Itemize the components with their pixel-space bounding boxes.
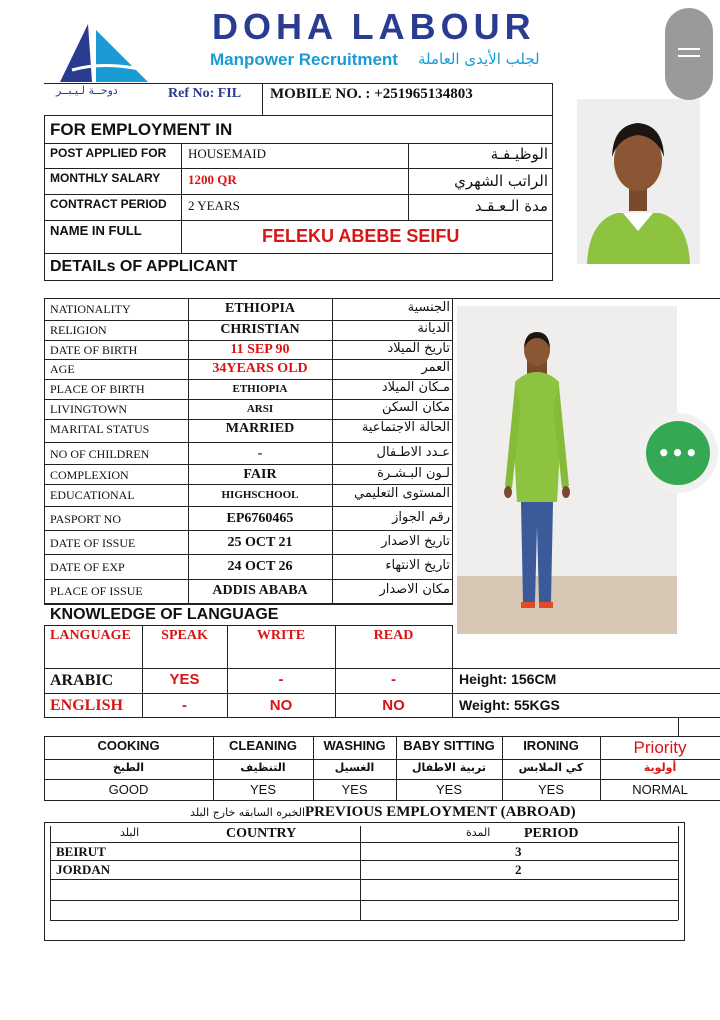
more-options-fab[interactable] xyxy=(646,421,710,485)
logo-arabic-text: دوحــة لـيـبــر xyxy=(56,84,118,97)
previous-period-1: 3 xyxy=(515,844,522,859)
detail-value: 34YEARS OLD xyxy=(212,361,308,376)
full-name-value: FELEKU ABEBE SEIFU xyxy=(262,226,460,246)
hamburger-icon xyxy=(678,48,700,50)
detail-value: - xyxy=(257,446,263,461)
skill-value: GOOD xyxy=(108,782,149,797)
detail-label-ar: الحالة الاجتماعية xyxy=(361,420,450,435)
detail-label-ar: الجنسية xyxy=(407,300,450,315)
lang-english-write: NO xyxy=(269,697,293,714)
skill-header-ar: تربية الاطفال xyxy=(411,761,486,774)
detail-label: RELIGION xyxy=(50,323,107,337)
detail-label-ar: تاريخ الانتهاء xyxy=(385,558,450,573)
detail-label-ar: العمر xyxy=(421,360,450,375)
detail-label: PLACE OF BIRTH xyxy=(50,382,145,396)
previous-period-2: 2 xyxy=(515,862,522,877)
applicant-portrait-photo xyxy=(577,99,700,264)
salary-value: 1200 QR xyxy=(188,172,237,187)
detail-value: ARSI xyxy=(246,403,274,415)
skill-value: NORMAL xyxy=(632,782,688,797)
mobile-number: MOBILE NO. : +251965134803 xyxy=(270,86,473,102)
period-header-ar: المدة xyxy=(466,826,491,839)
country-header-ar: البلد xyxy=(120,826,140,839)
lang-english-speak: - xyxy=(182,697,187,714)
detail-label-ar: لـون البـشـرة xyxy=(377,466,450,481)
post-label: POST APPLIED FOR xyxy=(50,146,167,160)
skill-value: YES xyxy=(435,782,462,797)
skill-header-ar: التنظيف xyxy=(240,761,286,774)
more-dots-icon: ••• xyxy=(657,441,699,465)
skill-header: Priority xyxy=(633,738,687,757)
detail-label: DATE OF EXP xyxy=(50,560,125,574)
detail-value: HIGHSCHOOL xyxy=(221,489,299,501)
lang-arabic-speak: YES xyxy=(169,671,200,688)
skill-value: YES xyxy=(537,782,564,797)
detail-label-ar: رقم الجواز xyxy=(392,510,450,525)
skill-header-ar: أولوية xyxy=(643,761,677,774)
detail-label: AGE xyxy=(50,362,75,376)
lang-english-read: NO xyxy=(382,697,405,714)
lang-english-name: ENGLISH xyxy=(50,697,123,714)
detail-value: CHRISTIAN xyxy=(220,322,300,337)
detail-value: MARRIED xyxy=(225,421,295,436)
detail-label: EDUCATIONAL xyxy=(50,488,135,502)
contract-value: 2 YEARS xyxy=(188,198,240,213)
detail-label: NO OF CHILDREN xyxy=(50,447,150,461)
previous-country-1: BEIRUT xyxy=(56,844,106,859)
detail-label-ar: مـكان الميلاد xyxy=(381,380,450,395)
detail-label: DATE OF BIRTH xyxy=(50,343,138,357)
name-label: NAME IN FULL xyxy=(50,223,142,238)
details-heading: DETAILs OF APPLICANT xyxy=(50,258,238,275)
detail-label: COMPLEXION xyxy=(50,468,129,482)
detail-label: PASPORT NO xyxy=(50,512,121,526)
skill-header-ar: الغسيل xyxy=(334,761,375,774)
applicant-full-body-photo xyxy=(457,306,677,634)
detail-value: 24 OCT 26 xyxy=(227,559,293,574)
previous-title-ar: الخبره السابقه خارج البلد xyxy=(190,806,305,819)
ref-number: Ref No: FIL xyxy=(168,86,242,101)
salary-label: MONTHLY SALARY xyxy=(50,171,161,185)
employment-heading: FOR EMPLOYMENT IN xyxy=(50,120,233,139)
detail-label-ar: تاريخ الميلاد xyxy=(387,341,450,356)
lang-header-speak: SPEAK xyxy=(161,628,208,643)
skill-value: YES xyxy=(249,782,276,797)
company-subtitle-ar: لجلب الأيدى العاملة xyxy=(418,50,540,68)
detail-value: ETHIOPIA xyxy=(224,301,295,316)
detail-label-ar: عـدد الاطـفال xyxy=(376,445,450,460)
lang-header-write: WRITE xyxy=(256,628,306,643)
company-subtitle-en: Manpower Recruitment xyxy=(210,50,398,69)
detail-label: MARITAL STATUS xyxy=(50,422,150,436)
previous-title-en: PREVIOUS EMPLOYMENT (ABROAD) xyxy=(305,804,576,820)
detail-label-ar: مكان الاصدار xyxy=(379,582,450,597)
weight-value: Weight: 55KGS xyxy=(459,697,560,713)
lang-header-read: READ xyxy=(373,628,414,643)
post-label-ar: الوظيـفـة xyxy=(490,145,548,163)
lang-arabic-read: - xyxy=(391,671,396,688)
skill-header: IRONING xyxy=(523,738,579,753)
detail-value: 11 SEP 90 xyxy=(230,342,290,357)
company-logo xyxy=(52,20,162,88)
detail-value: 25 OCT 21 xyxy=(227,535,293,550)
company-name: DOHA LABOUR xyxy=(212,6,536,47)
skill-header-ar: كي الملابس xyxy=(518,761,584,774)
height-value: Height: 156CM xyxy=(459,671,557,687)
country-header: COUNTRY xyxy=(226,826,297,841)
lang-arabic-write: - xyxy=(278,671,284,688)
detail-value: ADDIS ABABA xyxy=(212,583,308,598)
detail-label: PLACE OF ISSUE xyxy=(50,584,143,598)
skill-header: COOKING xyxy=(97,738,160,753)
previous-country-2: JORDAN xyxy=(56,862,111,877)
skill-header: WASHING xyxy=(323,738,386,753)
detail-label: NATIONALITY xyxy=(50,302,131,316)
detail-value: FAIR xyxy=(243,467,277,482)
detail-value: EP6760465 xyxy=(226,511,294,526)
skill-header: BABY SITTING xyxy=(403,738,495,753)
lang-header-language: LANGUAGE xyxy=(50,628,131,643)
skill-header: CLEANING xyxy=(229,738,297,753)
detail-label-ar: مكان السكن xyxy=(381,400,450,415)
contract-label-ar: مدة الـعـقـد xyxy=(474,197,548,215)
post-value: HOUSEMAID xyxy=(188,146,266,161)
contract-label: CONTRACT PERIOD xyxy=(50,197,167,211)
detail-label: DATE OF ISSUE xyxy=(50,536,136,550)
period-header: PERIOD xyxy=(524,826,579,841)
detail-label: LIVINGTOWN xyxy=(50,402,128,416)
lang-arabic-name: ARABIC xyxy=(50,672,114,689)
skill-header-ar: الطبخ xyxy=(112,761,145,774)
detail-label-ar: تاريخ الاصدار xyxy=(381,534,450,549)
skill-value: YES xyxy=(341,782,368,797)
detail-label-ar: الديانة xyxy=(417,321,450,336)
language-heading: KNOWLEDGE OF LANGUAGE xyxy=(50,606,279,623)
detail-label-ar: المستوى التعليمي xyxy=(354,486,450,501)
salary-label-ar: الراتب الشهري xyxy=(454,172,548,190)
detail-value: ETHIOPIA xyxy=(232,383,288,395)
menu-button[interactable] xyxy=(665,8,713,100)
